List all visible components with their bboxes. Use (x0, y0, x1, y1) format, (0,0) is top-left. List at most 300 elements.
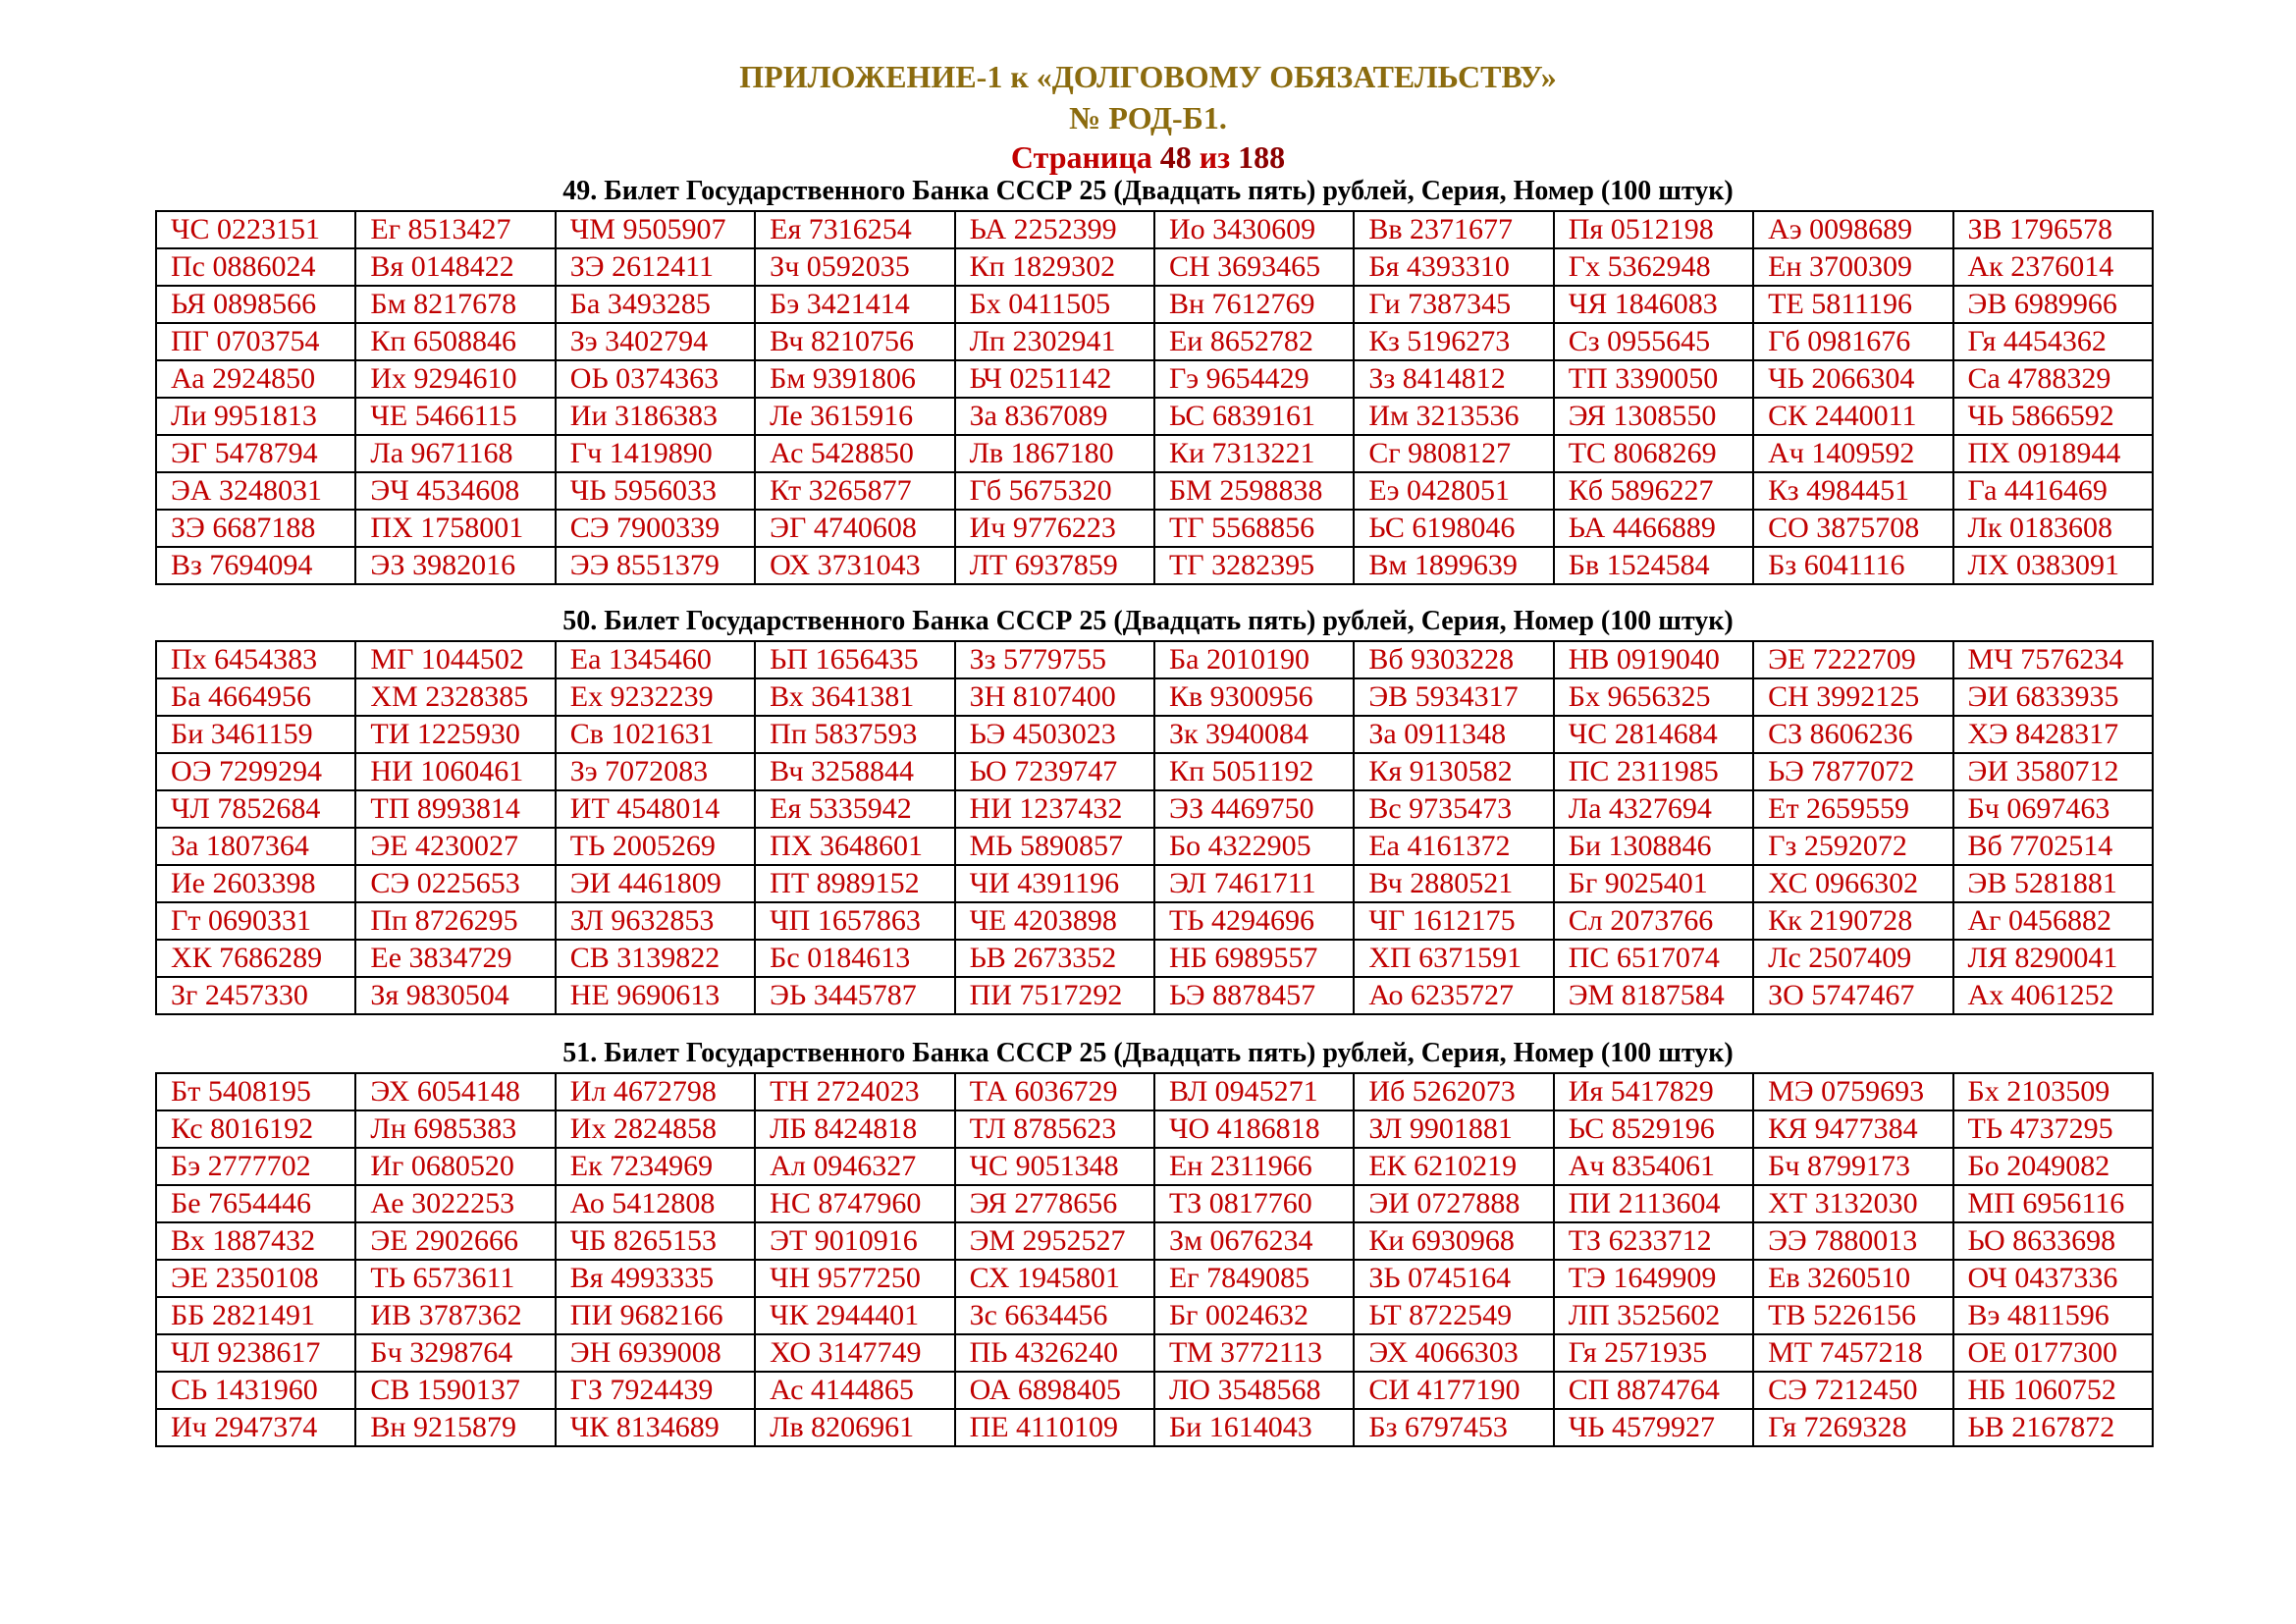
serial-cell: ЧЬ 4579927 (1554, 1409, 1753, 1446)
serial-cell: Ио 3430609 (1154, 211, 1354, 248)
serial-cell: ТЬ 4294696 (1154, 902, 1354, 940)
table-row (156, 323, 2153, 360)
serial-cell: Пп 5837593 (755, 716, 954, 753)
serial-cell: Бч 0697463 (1953, 790, 2153, 828)
serial-cell: ЭВ 5934317 (1354, 678, 1553, 716)
serial-cell: Лс 2507409 (1753, 940, 1952, 977)
serial-cell: ПЕ 4110109 (955, 1409, 1154, 1446)
serial-cell: НС 8747960 (755, 1185, 954, 1222)
serial-cell: ЭЕ 7222709 (1753, 641, 1952, 678)
serial-cell: Пх 6454383 (156, 641, 355, 678)
serial-cell: Вч 2880521 (1354, 865, 1553, 902)
serial-cell: Ег 8513427 (355, 211, 555, 248)
serial-cell: Гэ 9654429 (1154, 360, 1354, 398)
table-row (156, 977, 2153, 1014)
serial-cell: СВ 3139822 (556, 940, 755, 977)
serial-cell: Ех 9232239 (556, 678, 755, 716)
serial-cell: ХС 0966302 (1753, 865, 1952, 902)
table-row (156, 1185, 2153, 1222)
serial-cell: Вч 3258844 (755, 753, 954, 790)
serial-cell: Гя 7269328 (1753, 1409, 1952, 1446)
serial-cell: ОЬ 0374363 (556, 360, 755, 398)
serial-cell: ЧО 4186818 (1154, 1110, 1354, 1148)
serial-cell: Бс 0184613 (755, 940, 954, 977)
serial-cell: Вм 1899639 (1354, 547, 1553, 584)
serial-cell: Ек 7234969 (556, 1148, 755, 1185)
serial-cell: ЬЭ 4503023 (955, 716, 1154, 753)
serial-cell: ХО 3147749 (755, 1334, 954, 1372)
serial-cell: БМ 2598838 (1154, 472, 1354, 510)
serial-cell: ЧС 0223151 (156, 211, 355, 248)
serial-cell: ЧЬ 2066304 (1753, 360, 1952, 398)
serial-cell: Би 1308846 (1554, 828, 1753, 865)
serial-cell: Кб 5896227 (1554, 472, 1753, 510)
serial-cell: ЭГ 5478794 (156, 435, 355, 472)
serial-cell: ЧГ 1612175 (1354, 902, 1553, 940)
serial-cell: Бо 2049082 (1953, 1148, 2153, 1185)
appendix-title: ПРИЛОЖЕНИЕ-1 к «ДОЛГОВОМУ ОБЯЗАТЕЛЬСТВУ» (739, 59, 1557, 94)
serial-cell: Вн 9215879 (355, 1409, 555, 1446)
table-row (156, 435, 2153, 472)
serial-cell: ЭИ 3580712 (1953, 753, 2153, 790)
serial-cell: ЧБ 8265153 (556, 1222, 755, 1260)
serial-cell: СЭ 7900339 (556, 510, 755, 547)
serial-cell: Сл 2073766 (1554, 902, 1753, 940)
serial-cell: ЧН 9577250 (755, 1260, 954, 1297)
serial-cell: ОЭ 7299294 (156, 753, 355, 790)
serial-cell: Бе 7654446 (156, 1185, 355, 1222)
serial-cell: Аэ 0098689 (1753, 211, 1952, 248)
serial-cell: ЭЕ 4230027 (355, 828, 555, 865)
table-row (156, 1222, 2153, 1260)
serial-cell: МЬ 5890857 (955, 828, 1154, 865)
page-total: 188 (1238, 139, 1286, 175)
serial-cell: ТА 6036729 (955, 1073, 1154, 1110)
serial-cell: Ие 2603398 (156, 865, 355, 902)
serial-cell: Аг 0456882 (1953, 902, 2153, 940)
serial-cell: Ил 4672798 (556, 1073, 755, 1110)
serial-cell: Бя 4393310 (1354, 248, 1553, 286)
serial-cell: Гз 2592072 (1753, 828, 1952, 865)
table-row (156, 828, 2153, 865)
serial-cell: Га 4416469 (1953, 472, 2153, 510)
serial-cell: Бх 9656325 (1554, 678, 1753, 716)
serial-cell: Их 2824858 (556, 1110, 755, 1148)
table-row (156, 1260, 2153, 1297)
serial-cell: ЭЯ 2778656 (955, 1185, 1154, 1222)
serial-cell: Зч 0592035 (755, 248, 954, 286)
table-row (156, 248, 2153, 286)
serial-cell: Ба 2010190 (1154, 641, 1354, 678)
serial-cell: ЭВ 6989966 (1953, 286, 2153, 323)
serial-cell: ЧК 8134689 (556, 1409, 755, 1446)
serial-cell: Еэ 0428051 (1354, 472, 1553, 510)
serial-cell: МЧ 7576234 (1953, 641, 2153, 678)
serial-cell: Пя 0512198 (1554, 211, 1753, 248)
serial-cell: Бв 1524584 (1554, 547, 1753, 584)
serial-cell: ХК 7686289 (156, 940, 355, 977)
page-current: 48 (1159, 139, 1192, 175)
serial-cell: Кз 4984451 (1753, 472, 1952, 510)
table-row (156, 940, 2153, 977)
serial-cell: ЬА 2252399 (955, 211, 1154, 248)
serial-cell: ПХ 1758001 (355, 510, 555, 547)
serial-cell: СИ 4177190 (1354, 1372, 1553, 1409)
serial-cell: ТС 8068269 (1554, 435, 1753, 472)
serial-cell: ЭИ 6833935 (1953, 678, 2153, 716)
serial-cell: НБ 1060752 (1953, 1372, 2153, 1409)
serial-cell: ЭГ 4740608 (755, 510, 954, 547)
table-row (156, 286, 2153, 323)
serial-cell: ТВ 5226156 (1753, 1297, 1952, 1334)
serial-cell: ЧМ 9505907 (556, 211, 755, 248)
serial-cell: Ии 3186383 (556, 398, 755, 435)
serial-cell: ЬО 8633698 (1953, 1222, 2153, 1260)
serial-cell: Кп 1829302 (955, 248, 1154, 286)
serial-cell: Ал 0946327 (755, 1148, 954, 1185)
serial-cell: ОХ 3731043 (755, 547, 954, 584)
serial-cell: ЛБ 8424818 (755, 1110, 954, 1148)
serial-cell: Зс 6634456 (955, 1297, 1154, 1334)
serial-cell: Бз 6041116 (1753, 547, 1952, 584)
serial-cell: СЭ 0225653 (355, 865, 555, 902)
serial-cell: ЧЛ 7852684 (156, 790, 355, 828)
table-row (156, 547, 2153, 584)
serial-cell: Лв 8206961 (755, 1409, 954, 1446)
serial-cell: ПИ 2113604 (1554, 1185, 1753, 1222)
serial-cell: За 8367089 (955, 398, 1154, 435)
serial-cell: Вб 7702514 (1953, 828, 2153, 865)
serial-cell: СН 3992125 (1753, 678, 1952, 716)
serial-cell: Гч 1419890 (556, 435, 755, 472)
serial-cell: ЭХ 6054148 (355, 1073, 555, 1110)
serial-cell: ЧС 2814684 (1554, 716, 1753, 753)
serial-cell: Бх 0411505 (955, 286, 1154, 323)
serial-cell: Зк 3940084 (1154, 716, 1354, 753)
serial-cell: СЗ 8606236 (1753, 716, 1952, 753)
serial-cell: Бм 8217678 (355, 286, 555, 323)
serial-cell: ЛТ 6937859 (955, 547, 1154, 584)
serial-cell: Зз 5779755 (955, 641, 1154, 678)
serial-cell: ПХ 3648601 (755, 828, 954, 865)
serial-cell: ПТ 8989152 (755, 865, 954, 902)
serial-cell: Ао 5412808 (556, 1185, 755, 1222)
serial-cell: ЭМ 2952527 (955, 1222, 1154, 1260)
serial-cell: Ев 3260510 (1753, 1260, 1952, 1297)
serial-cell: ЧП 1657863 (755, 902, 954, 940)
serial-cell: ТН 2724023 (755, 1073, 954, 1110)
serial-cell: Сз 0955645 (1554, 323, 1753, 360)
serial-cell: ТЛ 8785623 (955, 1110, 1154, 1148)
serial-cell: ЬЭ 8878457 (1154, 977, 1354, 1014)
serial-cell: Ач 8354061 (1554, 1148, 1753, 1185)
serial-cell: ОЧ 0437336 (1953, 1260, 2153, 1297)
serial-cell: Лк 0183608 (1953, 510, 2153, 547)
serial-cell: ЭА 3248031 (156, 472, 355, 510)
serial-cell: ЗЭ 6687188 (156, 510, 355, 547)
table-row (156, 1409, 2153, 1446)
serial-cell: ИВ 3787362 (355, 1297, 555, 1334)
table-row (156, 678, 2153, 716)
table-row (156, 360, 2153, 398)
serial-cell: ЭЭ 7880013 (1753, 1222, 1952, 1260)
serial-cell: ЧС 9051348 (955, 1148, 1154, 1185)
serial-cell: МТ 7457218 (1753, 1334, 1952, 1372)
table-row (156, 1297, 2153, 1334)
serial-cell: Гб 5675320 (955, 472, 1154, 510)
table-row (156, 1148, 2153, 1185)
serial-cell: ПХ 0918944 (1953, 435, 2153, 472)
serial-cell: ЕК 6210219 (1354, 1148, 1553, 1185)
serial-cell: ЭТ 9010916 (755, 1222, 954, 1260)
serial-cell: Кт 3265877 (755, 472, 954, 510)
table-row (156, 1372, 2153, 1409)
serial-cell: ВЛ 0945271 (1154, 1073, 1354, 1110)
serial-cell: ББ 2821491 (156, 1297, 355, 1334)
serial-cell: ХЭ 8428317 (1953, 716, 2153, 753)
serial-cell: ЗЛ 9901881 (1354, 1110, 1553, 1148)
serial-cell: Зэ 3402794 (556, 323, 755, 360)
serial-cell: ЧИ 4391196 (955, 865, 1154, 902)
serial-cell: ТИ 1225930 (355, 716, 555, 753)
serial-cell: Вч 8210756 (755, 323, 954, 360)
serial-cell: ЬС 8529196 (1554, 1110, 1753, 1148)
serial-cell: Ак 2376014 (1953, 248, 2153, 286)
serial-cell: МП 6956116 (1953, 1185, 2153, 1222)
serial-cell: ЬЭ 7877072 (1753, 753, 1952, 790)
table-row (156, 753, 2153, 790)
serial-cell: НБ 6989557 (1154, 940, 1354, 977)
serial-cell: ПС 6517074 (1554, 940, 1753, 977)
serial-cell: ЭЛ 7461711 (1154, 865, 1354, 902)
serial-cell: ЛО 3548568 (1154, 1372, 1354, 1409)
serial-cell: СК 2440011 (1753, 398, 1952, 435)
serial-cell: ЧЬ 5866592 (1953, 398, 2153, 435)
serial-cell: ЧК 2944401 (755, 1297, 954, 1334)
serial-cell: ЗВ 1796578 (1953, 211, 2153, 248)
table-row (156, 1110, 2153, 1148)
serial-cell: Ея 7316254 (755, 211, 954, 248)
table-row (156, 1334, 2153, 1372)
serial-cell: Вс 9735473 (1354, 790, 1553, 828)
serial-cell: СО 3875708 (1753, 510, 1952, 547)
serial-cell: Ен 2311966 (1154, 1148, 1354, 1185)
serial-cell: Сг 9808127 (1354, 435, 1553, 472)
serial-cell: ЬС 6839161 (1154, 398, 1354, 435)
serial-cell: СВ 1590137 (355, 1372, 555, 1409)
serial-cell: ПИ 7517292 (955, 977, 1154, 1014)
serial-cell: Ач 1409592 (1753, 435, 1952, 472)
serial-cell: ЗЬ 0745164 (1354, 1260, 1553, 1297)
serial-cell: ЭЗ 3982016 (355, 547, 555, 584)
page-separator: из (1199, 139, 1231, 175)
serial-cell: Их 9294610 (355, 360, 555, 398)
section-title: 51. Билет Государственного Банка СССР 25 (Двадцать пять) рублей, Серия, Номер (100 штук) (562, 1038, 1734, 1068)
table-row (156, 472, 2153, 510)
serial-cell: ЛП 3525602 (1554, 1297, 1753, 1334)
serial-cell: ЛЯ 8290041 (1953, 940, 2153, 977)
serial-cell: ОА 6898405 (955, 1372, 1154, 1409)
serial-cell: ЭМ 8187584 (1554, 977, 1753, 1014)
serial-cell: Вв 2371677 (1354, 211, 1553, 248)
serial-cell: Бх 2103509 (1953, 1073, 2153, 1110)
serial-cell: ТЬ 2005269 (556, 828, 755, 865)
serial-cell: За 0911348 (1354, 716, 1553, 753)
serial-cell: Лн 6985383 (355, 1110, 555, 1148)
serial-cell: Гя 2571935 (1554, 1334, 1753, 1372)
serial-cell: ТЗ 0817760 (1154, 1185, 1354, 1222)
serial-cell: ЭЭ 8551379 (556, 547, 755, 584)
serial-cell: Зг 2457330 (156, 977, 355, 1014)
serial-cell: СН 3693465 (1154, 248, 1354, 286)
serial-cell: Ет 2659559 (1753, 790, 1952, 828)
serial-cell: Са 4788329 (1953, 360, 2153, 398)
serial-cell: ЬТ 8722549 (1354, 1297, 1553, 1334)
serial-cell: Ла 9671168 (355, 435, 555, 472)
serial-table (155, 1072, 2154, 1447)
serial-cell: Ах 4061252 (1953, 977, 2153, 1014)
table-row (156, 790, 2153, 828)
serial-cell: Бт 5408195 (156, 1073, 355, 1110)
table-row (156, 641, 2153, 678)
serial-cell: НЕ 9690613 (556, 977, 755, 1014)
serial-cell: ТП 8993814 (355, 790, 555, 828)
table-row (156, 398, 2153, 435)
serial-table (155, 640, 2154, 1015)
serial-cell: Св 1021631 (556, 716, 755, 753)
serial-cell: Гт 0690331 (156, 902, 355, 940)
serial-cell: ЭХ 4066303 (1354, 1334, 1553, 1372)
serial-cell: ЭЯ 1308550 (1554, 398, 1753, 435)
section-title: 49. Билет Государственного Банка СССР 25 (Двадцать пять) рублей, Серия, Номер (100 штук) (562, 176, 1734, 206)
serial-cell: ЧЯ 1846083 (1554, 286, 1753, 323)
serial-cell: ЗО 5747467 (1753, 977, 1952, 1014)
serial-cell: Бэ 2777702 (156, 1148, 355, 1185)
serial-cell: ЗЭ 2612411 (556, 248, 755, 286)
serial-cell: ХМ 2328385 (355, 678, 555, 716)
serial-cell: КЯ 9477384 (1753, 1110, 1952, 1148)
serial-cell: Вз 7694094 (156, 547, 355, 584)
serial-cell: СЬ 1431960 (156, 1372, 355, 1409)
serial-cell: Ле 3615916 (755, 398, 954, 435)
serial-cell: Би 1614043 (1154, 1409, 1354, 1446)
serial-cell: Ае 3022253 (355, 1185, 555, 1222)
serial-cell: Еи 8652782 (1154, 323, 1354, 360)
serial-cell: НВ 0919040 (1554, 641, 1753, 678)
serial-cell: ТГ 5568856 (1154, 510, 1354, 547)
serial-cell: ЗН 8107400 (955, 678, 1154, 716)
serial-cell: Ия 5417829 (1554, 1073, 1753, 1110)
serial-cell: Вн 7612769 (1154, 286, 1354, 323)
serial-cell: Пс 0886024 (156, 248, 355, 286)
serial-cell: Зэ 7072083 (556, 753, 755, 790)
serial-cell: ТЭ 1649909 (1554, 1260, 1753, 1297)
serial-cell: ТГ 3282395 (1154, 547, 1354, 584)
serial-cell: Бо 4322905 (1154, 828, 1354, 865)
serial-cell: Ас 4144865 (755, 1372, 954, 1409)
serial-cell: ХТ 3132030 (1753, 1185, 1952, 1222)
serial-cell: Ао 6235727 (1354, 977, 1553, 1014)
serial-cell: Бм 9391806 (755, 360, 954, 398)
serial-cell: Вх 1887432 (156, 1222, 355, 1260)
serial-cell: ГЗ 7924439 (556, 1372, 755, 1409)
serial-cell: ЭЗ 4469750 (1154, 790, 1354, 828)
serial-cell: Гб 0981676 (1753, 323, 1952, 360)
serial-cell: МГ 1044502 (355, 641, 555, 678)
serial-cell: Кк 2190728 (1753, 902, 1952, 940)
serial-cell: МЭ 0759693 (1753, 1073, 1952, 1110)
serial-cell: ЬП 1656435 (755, 641, 954, 678)
serial-cell: Кя 9130582 (1354, 753, 1553, 790)
serial-cell: Бч 3298764 (355, 1334, 555, 1372)
serial-cell: Гя 4454362 (1953, 323, 2153, 360)
serial-cell: Еа 4161372 (1354, 828, 1553, 865)
serial-cell: ЗЛ 9632853 (556, 902, 755, 940)
serial-cell: ПЬ 4326240 (955, 1334, 1154, 1372)
serial-cell: ЬВ 2167872 (1953, 1409, 2153, 1446)
serial-cell: Иг 0680520 (355, 1148, 555, 1185)
serial-cell: ХП 6371591 (1354, 940, 1553, 977)
serial-cell: Бг 0024632 (1154, 1297, 1354, 1334)
serial-cell: Зз 8414812 (1354, 360, 1553, 398)
page-prefix: Страница (1010, 139, 1152, 175)
serial-cell: СП 8874764 (1554, 1372, 1753, 1409)
serial-cell: Ич 2947374 (156, 1409, 355, 1446)
serial-cell: Вх 3641381 (755, 678, 954, 716)
serial-cell: ЬО 7239747 (955, 753, 1154, 790)
serial-cell: Ли 9951813 (156, 398, 355, 435)
serial-cell: Гх 5362948 (1554, 248, 1753, 286)
serial-cell: Ла 4327694 (1554, 790, 1753, 828)
serial-cell: ЬЧ 0251142 (955, 360, 1154, 398)
serial-cell: Лп 2302941 (955, 323, 1154, 360)
serial-cell: Иб 5262073 (1354, 1073, 1553, 1110)
serial-cell: ЬС 6198046 (1354, 510, 1553, 547)
serial-cell: ТЗ 6233712 (1554, 1222, 1753, 1260)
serial-cell: ТП 3390050 (1554, 360, 1753, 398)
serial-cell: ЧЛ 9238617 (156, 1334, 355, 1372)
serial-cell: Вя 0148422 (355, 248, 555, 286)
page-indicator (0, 137, 2296, 177)
table-row (156, 902, 2153, 940)
serial-cell: Ги 7387345 (1354, 286, 1553, 323)
serial-cell: СЭ 7212450 (1753, 1372, 1952, 1409)
table-row (156, 716, 2153, 753)
serial-cell: ЭЕ 2902666 (355, 1222, 555, 1260)
serial-cell: ПИ 9682166 (556, 1297, 755, 1334)
serial-cell: Вэ 4811596 (1953, 1297, 2153, 1334)
serial-cell: Кв 9300956 (1154, 678, 1354, 716)
serial-cell: ЭЬ 3445787 (755, 977, 954, 1014)
serial-cell: ЭЧ 4534608 (355, 472, 555, 510)
table-row (156, 510, 2153, 547)
serial-cell: ЭН 6939008 (556, 1334, 755, 1372)
serial-cell: ЭЕ 2350108 (156, 1260, 355, 1297)
serial-cell: ТЬ 6573611 (355, 1260, 555, 1297)
serial-cell: Зм 0676234 (1154, 1222, 1354, 1260)
serial-cell: НИ 1237432 (955, 790, 1154, 828)
table-row (156, 211, 2153, 248)
serial-cell: Зя 9830504 (355, 977, 555, 1014)
serial-cell: ТМ 3772113 (1154, 1334, 1354, 1372)
serial-cell: ЧЬ 5956033 (556, 472, 755, 510)
serial-cell: Ба 4664956 (156, 678, 355, 716)
serial-cell: Еа 1345460 (556, 641, 755, 678)
serial-cell: ПС 2311985 (1554, 753, 1753, 790)
serial-cell: Кс 8016192 (156, 1110, 355, 1148)
serial-cell: Ки 6930968 (1354, 1222, 1553, 1260)
serial-cell: Лв 1867180 (955, 435, 1154, 472)
